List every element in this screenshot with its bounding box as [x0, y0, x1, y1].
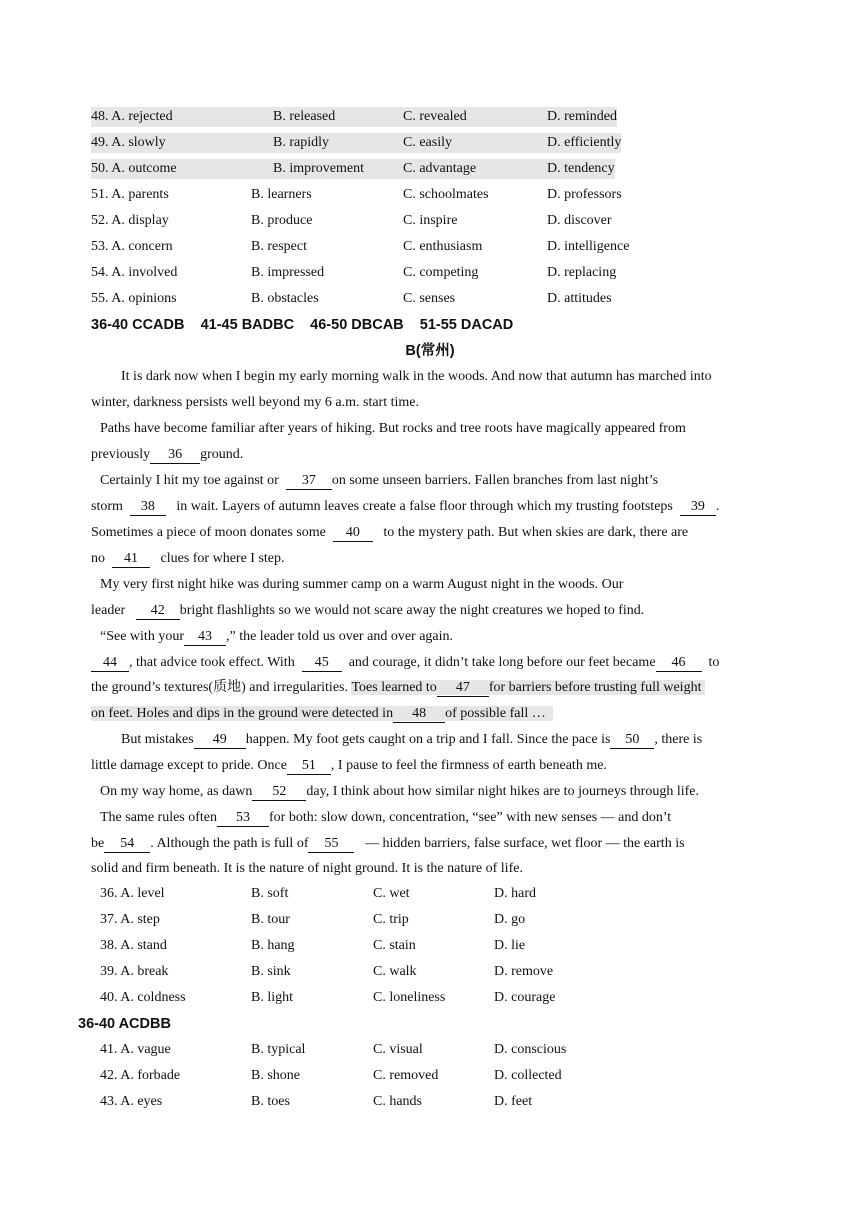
option-a: 52. A. display [91, 213, 169, 228]
blank-39[interactable]: 39 [680, 498, 716, 516]
option-c: C. enthusiasm [403, 239, 483, 254]
option-c: C. loneliness [373, 990, 446, 1005]
option-a: 55. A. opinions [91, 291, 177, 306]
option-row-48 [91, 107, 624, 127]
blank-50[interactable]: 50 [610, 731, 654, 749]
option-c: C. revealed [403, 107, 547, 127]
option-d: D. efficiently [547, 133, 621, 153]
option-b: B. typical [251, 1042, 306, 1057]
blank-47[interactable]: 47 [437, 679, 489, 697]
blank-48[interactable]: 48 [393, 705, 445, 723]
highlight: Toes learned to 47 for barriers before trusting full weight [351, 680, 704, 695]
blank-44[interactable]: 44 [91, 654, 129, 672]
passage-line: But mistakes 49 happen. My foot gets caught on a trip and I fall. Since the pace is 50 , there is [121, 732, 703, 747]
option-d: D. lie [494, 938, 526, 953]
option-a: 54. A. involved [91, 265, 178, 280]
option-d: D. remove [494, 964, 554, 979]
option-c: C. walk [373, 964, 417, 979]
blank-51[interactable]: 51 [287, 757, 331, 775]
option-b: B. impressed [251, 265, 325, 280]
blank-43[interactable]: 43 [184, 628, 226, 646]
passage-line: leader 42 bright flashlights so we would not scare away the night creatures we hoped to find. [91, 603, 645, 618]
section-title: B(常州) [405, 343, 455, 359]
passage-line [91, 703, 553, 725]
passage-line: no 41 clues for where I step. [91, 551, 285, 566]
option-b: B. soft [251, 886, 289, 901]
passage-line: Paths have become familiar after years of hiking. But rocks and tree roots have magically appeared from [100, 421, 686, 436]
option-a: 48. A. rejected [91, 107, 245, 127]
blank-55[interactable]: 55 [308, 835, 354, 853]
option-b: B. light [251, 990, 294, 1005]
option-c: C. wet [373, 886, 410, 901]
option-d: D. feet [494, 1094, 533, 1109]
option-b: B. rapidly [245, 133, 403, 153]
passage-line: previously 36 ground. [91, 447, 244, 462]
option-a: 40. A. coldness [100, 990, 186, 1005]
passage-line: “See with your 43 ,” the leader told us over and over again. [100, 629, 454, 644]
option-a: 53. A. concern [91, 239, 173, 254]
option-d: D. hard [494, 886, 536, 901]
option-b: B. respect [251, 239, 307, 254]
option-b: B. released [245, 107, 403, 127]
option-a: 41. A. vague [100, 1042, 171, 1057]
answer-key: 36-40 ACDBB [78, 1016, 171, 1032]
option-d: D. conscious [494, 1042, 567, 1057]
option-d: D. collected [494, 1068, 562, 1083]
option-a: 42. A. forbade [100, 1068, 181, 1083]
passage-line: Sometimes a piece of moon donates some 40 to the mystery path. But when skies are dark, there are [91, 525, 689, 540]
option-a: 51. A. parents [91, 187, 169, 202]
option-a: 50. A. outcome [91, 159, 245, 179]
highlight: on feet. Holes and dips in the ground were detected in 48 of possible fall … [91, 706, 553, 721]
option-b: B. obstacles [251, 291, 319, 306]
passage-line: 44 , that advice took effect. With 45 and courage, it didn’t take long before our feet became 46 to [91, 652, 719, 674]
option-b: B. shone [251, 1068, 300, 1083]
option-c: C. competing [403, 265, 479, 280]
option-d: D. attitudes [547, 291, 612, 306]
option-d: D. courage [494, 990, 556, 1005]
option-a: 43. A. eyes [100, 1094, 163, 1109]
option-c: C. hands [373, 1094, 422, 1109]
option-a: 38. A. stand [100, 938, 167, 953]
passage-line: winter, darkness persists well beyond my 6 a.m. start time. [91, 395, 419, 410]
blank-53[interactable]: 53 [217, 809, 269, 827]
option-c: C. senses [403, 291, 456, 306]
option-d: D. replacing [547, 265, 617, 280]
option-a: 39. A. break [100, 964, 169, 979]
option-a: 37. A. step [100, 912, 160, 927]
blank-40[interactable]: 40 [333, 524, 373, 542]
option-c: C. easily [403, 133, 547, 153]
passage-line: It is dark now when I begin my early morning walk in the woods. And now that autumn has marched into [121, 369, 712, 384]
blank-49[interactable]: 49 [194, 731, 246, 749]
blank-52[interactable]: 52 [252, 783, 306, 801]
blank-41[interactable]: 41 [112, 550, 150, 568]
passage-line: little damage except to pride. Once 51 , I pause to feel the firmness of earth beneath me. [91, 758, 607, 773]
blank-38[interactable]: 38 [130, 498, 166, 516]
option-c: C. removed [373, 1068, 439, 1083]
option-d: D. discover [547, 213, 612, 228]
option-c: C. inspire [403, 213, 458, 228]
blank-37[interactable]: 37 [286, 472, 332, 490]
option-b: B. produce [251, 213, 313, 228]
answer-key: 36-40 CCADB 41-45 BADBC 46-50 DBCAB 51-55 DACAD [91, 317, 514, 333]
option-a: 49. A. slowly [91, 133, 245, 153]
option-b: B. hang [251, 938, 295, 953]
passage-line: Certainly I hit my toe against or 37 on some unseen barriers. Fallen branches from last night’s [100, 473, 659, 488]
blank-54[interactable]: 54 [104, 835, 150, 853]
option-d: D. intelligence [547, 239, 630, 254]
option-c: C. visual [373, 1042, 423, 1057]
option-a: 36. A. level [100, 886, 165, 901]
option-c: C. schoolmates [403, 187, 489, 202]
passage-line: the ground’s textures(质地) and irregularities. Toes learned to 47 for barriers before trusting full weight [91, 677, 705, 699]
option-c: C. advantage [403, 159, 547, 179]
blank-42[interactable]: 42 [136, 602, 180, 620]
blank-46[interactable]: 46 [656, 654, 702, 672]
option-b: B. tour [251, 912, 290, 927]
option-d: D. tendency [547, 159, 615, 179]
option-b: B. toes [251, 1094, 290, 1109]
passage-line: solid and firm beneath. It is the nature of night ground. It is the nature of life. [91, 861, 523, 876]
blank-45[interactable]: 45 [302, 654, 342, 672]
option-b: B. sink [251, 964, 291, 979]
passage-line: My very first night hike was during summer camp on a warm August night in the woods. Our [100, 577, 624, 592]
blank-36[interactable]: 36 [150, 446, 200, 464]
option-c: C. stain [373, 938, 416, 953]
passage-line: The same rules often 53 for both: slow down, concentration, “see” with new senses — and don’t [100, 810, 672, 825]
option-d: D. professors [547, 187, 622, 202]
passage-line: be 54 . Although the path is full of 55 — hidden barriers, false surface, wet floor — the earth is [91, 836, 685, 851]
passage-line: storm 38 in wait. Layers of autumn leaves create a false floor through which my trusting footsteps 39 . [91, 499, 720, 514]
option-d: D. reminded [547, 107, 617, 127]
passage-line: On my way home, as dawn 52 day, I think about how similar night hikes are to journeys through life. [100, 784, 699, 799]
option-c: C. trip [373, 912, 409, 927]
option-b: B. learners [251, 187, 312, 202]
option-b: B. improvement [245, 159, 403, 179]
option-d: D. go [494, 912, 526, 927]
